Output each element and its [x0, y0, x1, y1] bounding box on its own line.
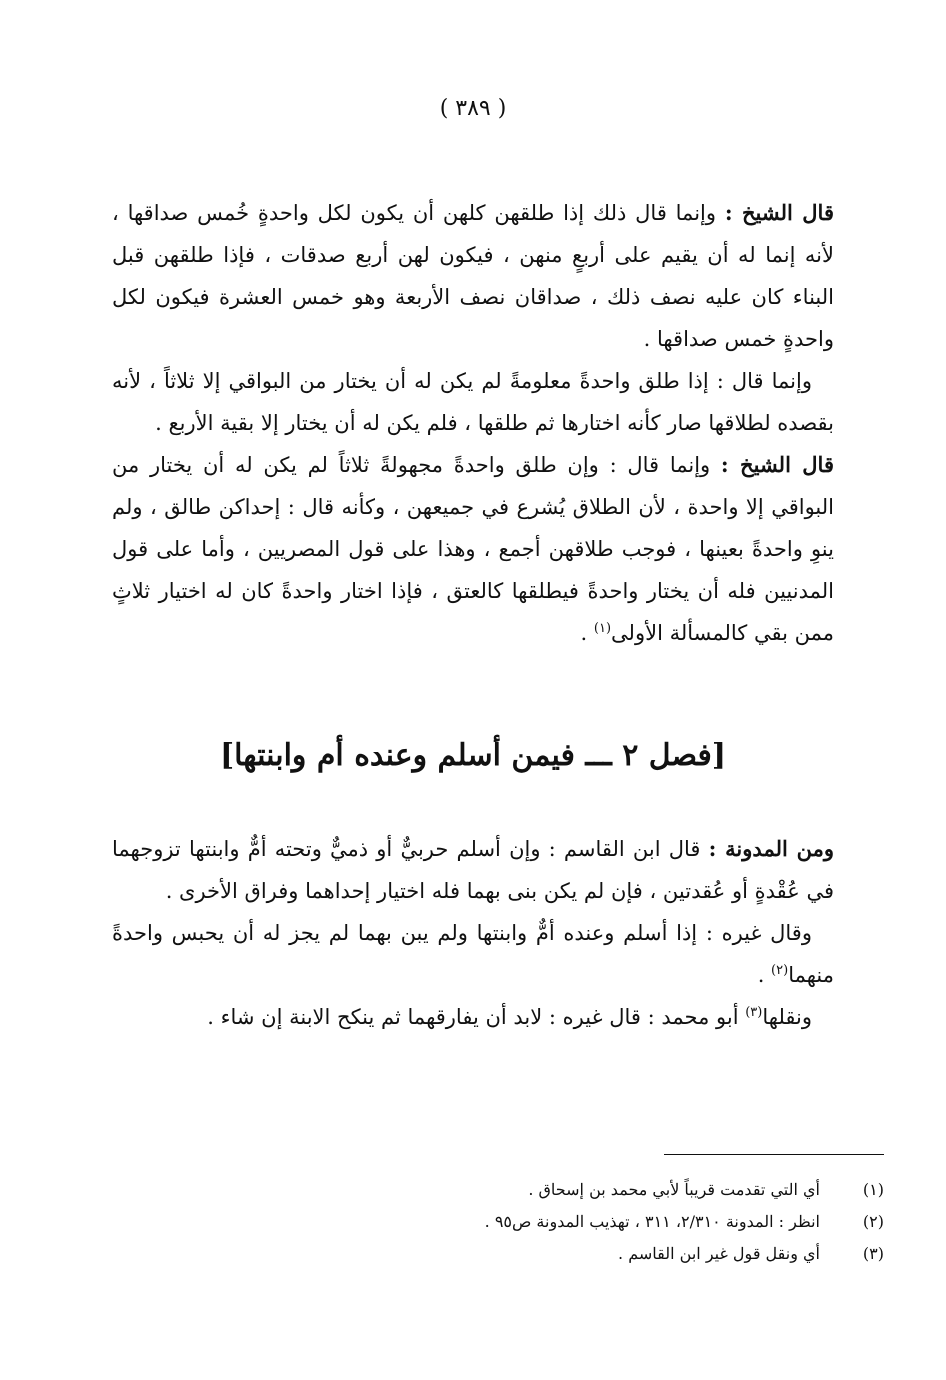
paragraph-body: وإنما قال : وإن طلق واحدةً مجهولةً ثلاثاً لم يكن له أن يختار من البواقي إلا واحدة ، لأن الطلاق يُشرع في جميعهن ، وكأنه قال : إحداكن طالق ، ولم ينوِ واحدةً بعينها ، فوجب طلاقهن أجمع ، وهذا على قول المصريين ، وأما على قول المدنيين فله أن يختار واحدةً فيطلقها كالعتق ، فإذا اختار واحدةً كان له اختيار ثلاثٍ ممن بقي كالمسألة الأولى: [112, 453, 834, 645]
footnotes: [300, 1174, 884, 1270]
paragraph-lead: قال الشيخ :: [720, 452, 834, 477]
paragraph-body: قال ابن القاسم : وإن أسلم حربيٌّ أو ذميٌّ وتحته أمٌّ وابنتها تزوجهما في عُقْدةٍ أو عُقدتين ، فإن لم يكن بنى بهما فله اختيار إحداهما وفراق الأخرى .: [112, 837, 834, 903]
section-heading: [فصل ٢ ـــ فيمن أسلم وعنده أم وابنتها]: [219, 738, 727, 773]
footnote-item: [300, 1238, 884, 1270]
footnote-ref-2: (٢): [771, 963, 789, 978]
paragraph-end: .: [757, 963, 772, 987]
paragraph-mudawwana: [112, 828, 834, 912]
section-two-text: [112, 828, 834, 1038]
paragraph-other-opinion: [112, 912, 834, 996]
footnote-item: [300, 1174, 884, 1206]
paragraph-body: وإنما قال ذلك إذا طلقهن كلهن أن يكون لكل واحدةٍ خُمس صداقها ، لأنه إنما له أن يقيم على أربعٍ منهن ، فيكون لهن أربع صدقات ، فإذا طلقهن قبل البناء كان عليه نصف ذلك ، صداقان نصف الأربعة وهو خمس العشرة فيكون لكل واحدةٍ خمس صداقها .: [112, 201, 834, 351]
paragraph-known-divorce: [112, 360, 834, 444]
paragraph-lead: قال الشيخ :: [724, 200, 834, 225]
paragraph-end: .: [580, 621, 594, 645]
paragraph-body: وقال غيره : إذا أسلم وعنده أمٌّ وابنتها ولم يبن بهما لم يجز له أن يحبس واحدةً منهما: [112, 921, 834, 987]
footnote-divider: [664, 1154, 884, 1155]
footnote-ref-3: (٣): [745, 1005, 763, 1020]
footnote-text: أي ونقل قول غير ابن القاسم .: [618, 1244, 820, 1263]
footnote-number: (١): [862, 1180, 884, 1199]
footnote-text: أي التي تقدمت قريباً لأبي محمد بن إسحاق .: [528, 1180, 820, 1199]
footnote-item: [300, 1206, 884, 1238]
paragraph-body: أبو محمد : قال غيره : لابد أن يفارقهما ثم ينكح الابنة إن شاء .: [207, 1005, 746, 1029]
paragraph-lead: ومن المدونة :: [708, 836, 834, 861]
paragraph-sheikh-1: [112, 192, 834, 360]
paragraph-sheikh-2: [112, 444, 834, 654]
footnote-ref-1: (١): [593, 621, 612, 636]
paragraph-abu-muhammad: [112, 996, 834, 1038]
paragraph-body: وإنما قال : إذا طلق واحدةً معلومةً لم يكن له أن يختار من البواقي إلا ثلاثاً ، لأنه بقصده لطلاقها صار كأنه اختارها ثم طلقها ، فلم يكن له أن يختار إلا بقية الأربع .: [112, 369, 834, 435]
page-number: ( ٣٨٩ ): [439, 96, 507, 121]
paragraph-body-start: ونقلها: [762, 1005, 812, 1029]
footnote-number: (٢): [862, 1212, 884, 1231]
footnote-number: (٣): [862, 1244, 884, 1263]
footnote-text: انظر : المدونة ٢/٣١٠، ٣١١ ، تهذيب المدونة ص٩٥ .: [484, 1212, 820, 1231]
section-one-text: [112, 192, 834, 654]
